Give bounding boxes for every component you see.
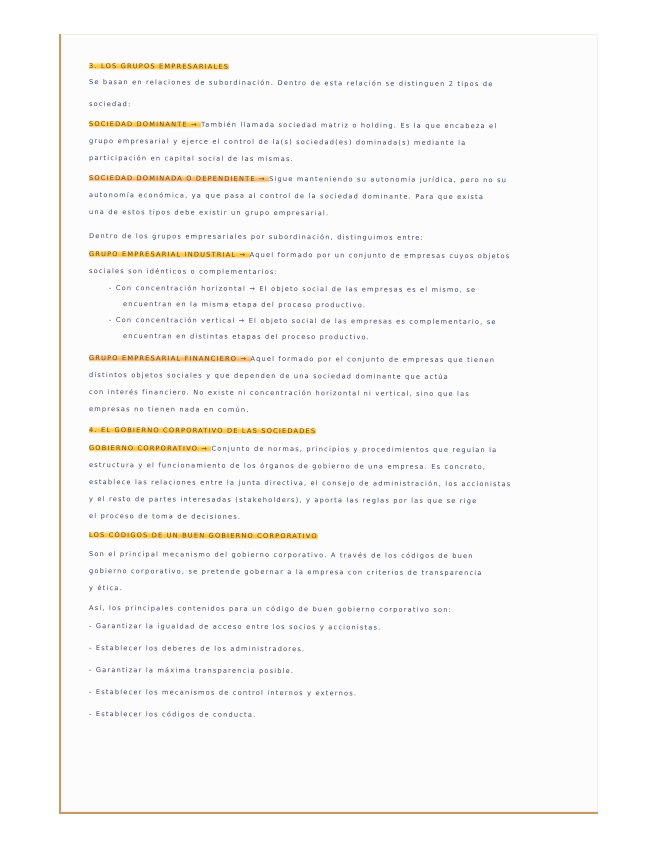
handwritten-line [89, 62, 569, 73]
line-text: distintos objetos sociales y que dependen de una sociedad dominante que actúa [88, 371, 449, 381]
highlighted-term: SOCIEDAD DOMINANTE → [88, 120, 202, 129]
line-text: - Establecer los deberes de los administradores. [88, 644, 306, 654]
handwritten-line [89, 137, 569, 148]
highlighted-term: SOCIEDAD DOMINADA O DEPENDIENTE → [88, 174, 270, 183]
handwritten-line [123, 332, 603, 343]
line-text: - Garantizar la máxima transparencia posible. [88, 666, 295, 676]
line-text: El objeto social de las empresas es el mismo, se [259, 284, 477, 294]
handwritten-line [89, 426, 569, 437]
highlighted-term: - Con concentración horizontal → [108, 284, 260, 293]
handwritten-line [89, 120, 569, 131]
line-text: - Garantizar la igualdad de acceso entre los socios y accionistas. [88, 622, 382, 632]
handwritten-line [89, 604, 569, 615]
handwritten-line [89, 444, 569, 455]
highlighted-term: - Con concentración vertical → [108, 316, 249, 325]
handwritten-line [89, 267, 569, 278]
line-text: Sigue manteniendo su autonomía jurídica, pero no su [269, 174, 508, 185]
line-text: - Establecer los códigos de conducta. [88, 710, 257, 719]
line-text: participación en capital social de las mismas. [88, 154, 294, 164]
handwritten-line [89, 666, 569, 677]
handwritten-line [89, 191, 569, 202]
line-text: Así, los principales contenidos para un código de buen gobierno corporativo son: [88, 604, 453, 614]
handwritten-line [89, 405, 569, 416]
line-text: encuentran en distintas etapas del proceso productivo. [122, 332, 371, 342]
line-text: Se basan en relaciones de subordinación. Dentro de esta relación se distinguen 2 tipos de [88, 78, 494, 89]
handwritten-line [89, 550, 569, 561]
handwritten-line [89, 531, 569, 542]
handwritten-line [89, 78, 569, 89]
handwritten-line [89, 512, 569, 523]
line-text: y el resto de partes interesadas (stakeholders), y aporta las reglas por las que se rige [88, 495, 478, 506]
handwritten-line [89, 371, 569, 382]
highlighted-term: GOBIERNO CORPORATIVO → [88, 444, 212, 453]
handwritten-line [89, 495, 569, 506]
line-text: autonomía económica, ya que pasa al control de la sociedad dominante. Para que exista [88, 191, 485, 202]
handwritten-line [89, 174, 569, 185]
section-heading: 4. EL GOBIERNO CORPORATIVO DE LAS SOCIEDADES [88, 426, 317, 436]
handwritten-line [109, 284, 589, 295]
line-text: También llamada sociedad matriz o holding. Es la que encabeza el [201, 120, 498, 131]
line-text: sociedad: [88, 100, 132, 109]
notebook-page [59, 34, 598, 814]
handwritten-line [89, 622, 569, 633]
highlighted-term: GRUPO EMPRESARIAL FINANCIERO → [88, 354, 251, 363]
line-text: establece las relaciones entre la junta directiva, el consejo de administración, los accionistas [88, 478, 512, 489]
handwritten-line [89, 250, 569, 261]
handwritten-line [123, 300, 603, 311]
handwritten-line [89, 644, 569, 655]
handwritten-line [89, 100, 569, 111]
handwritten-line [89, 478, 569, 489]
handwritten-line [89, 208, 569, 219]
handwritten-line [89, 584, 569, 595]
line-text: Son el principal mecanismo del gobierno corporativo. A través de los códigos de buen [88, 550, 474, 561]
line-text: una de estos tipos debe existir un grupo empresarial. [88, 208, 330, 218]
highlighted-term: GRUPO EMPRESARIAL INDUSTRIAL → [88, 250, 250, 259]
line-text: Aquel formado por un conjunto de empresas cuyos objetos [249, 250, 511, 261]
line-text: El objeto social de las empresas es complementario, se [248, 316, 497, 327]
line-text: empresas no tienen nada en común. [88, 405, 250, 414]
handwritten-line [89, 154, 569, 165]
section-heading: 3. LOS GRUPOS EMPRESARIALES [88, 62, 230, 71]
line-text: encuentran en la misma etapa del proceso productivo. [122, 300, 367, 310]
line-text: Aquel formado por el conjunto de empresas que tienen [250, 354, 496, 365]
handwritten-line [89, 461, 569, 472]
line-text: y ética. [88, 584, 123, 593]
line-text: gobierno corporativo, se pretende gobernar a la empresa con criterios de transparencia [88, 567, 483, 578]
line-text: Dentro de los grupos empresariales por subordinación, distinguimos entre: [88, 232, 425, 242]
handwritten-line [89, 688, 569, 699]
line-text: el proceso de toma de decisiones. [88, 512, 242, 521]
handwritten-line [109, 316, 589, 327]
handwritten-line [89, 567, 569, 578]
line-text: con interés financiero. No existe ni concentración horizontal ni vertical, sino que las [88, 388, 471, 398]
line-text: grupo empresarial y ejerce el control de la(s) sociedad(es) dominada(s) mediante la [88, 137, 467, 147]
line-text: - Establecer los mecanismos de control internos y externos. [88, 688, 358, 698]
handwritten-line [89, 232, 569, 243]
handwritten-line [89, 354, 569, 365]
handwritten-line [89, 388, 569, 399]
handwritten-line [89, 710, 569, 721]
line-text: estructura y el funcionamiento de los órganos de gobierno de una empresa. Es concreto, [88, 461, 487, 472]
line-text: sociales son idénticos o complementarios: [88, 267, 279, 276]
line-text: Conjunto de normas, principios y procedimientos que regulan la [211, 444, 498, 455]
section-heading: LOS CÓDIGOS DE UN BUEN GOBIERNO CORPORATIVO [88, 531, 318, 541]
